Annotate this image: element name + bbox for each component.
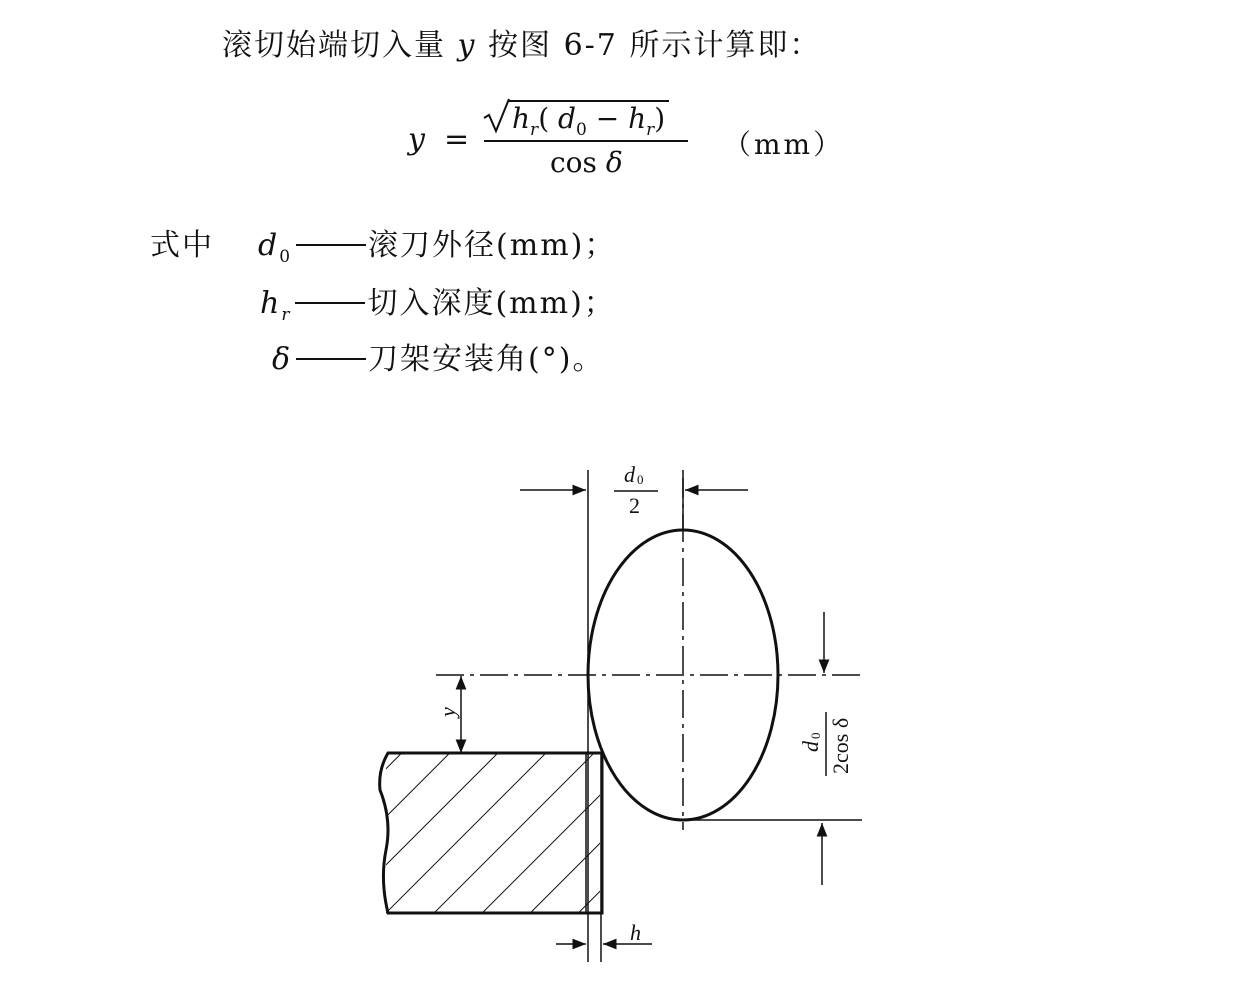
num-d: d (558, 102, 576, 135)
def-symbol: δ (272, 342, 293, 377)
def-subscript: r (281, 305, 292, 325)
formula-equals: = (444, 122, 470, 157)
num-h2: h (628, 102, 647, 135)
def-symbol: h (260, 286, 282, 321)
right-dim-num-sub: 0 (808, 732, 823, 739)
formula-unit: （mm） (723, 128, 845, 161)
def-text: 切入深度(mm)； (367, 286, 616, 321)
intro-part1: 滚切始端切入量 (222, 28, 446, 63)
num-paren-open: ( (538, 102, 550, 135)
def-text: 滚刀外径(mm)； (368, 228, 617, 263)
num-paren-close: ) (654, 102, 666, 135)
workpiece (380, 753, 602, 913)
num-d-sub: 0 (575, 120, 587, 140)
def-symbol: d (258, 228, 280, 263)
num-r1: r (530, 120, 539, 140)
formula-lhs: y (408, 122, 425, 157)
def-subscript: 0 (279, 247, 293, 267)
bottom-dim-label: h (630, 920, 641, 945)
intro-var: y (457, 28, 477, 63)
num-r2: r (646, 120, 655, 140)
right-dim-den: 2cos δ (828, 717, 853, 774)
intro-part2: 按图 6-7 所示计算即： (488, 28, 822, 63)
den-cos: cos (550, 146, 597, 179)
num-minus: − (595, 102, 620, 135)
num-h1: h (512, 102, 531, 135)
where-label: 式中 (150, 228, 214, 263)
den-delta: δ (605, 146, 623, 179)
top-dim-num-sub: 0 (637, 472, 644, 487)
top-dim-num-var: d (624, 462, 635, 487)
dimension-d0-over-2cos (683, 612, 862, 885)
right-dim-num-var: d (798, 741, 823, 752)
top-dim-den: 2 (629, 493, 640, 518)
dimension-h (556, 920, 652, 945)
dimension-d0-over-2 (520, 462, 748, 530)
dimension-y (435, 676, 461, 753)
def-text: 刀架安装角(°)。 (368, 342, 605, 377)
left-dim-label: y (435, 707, 460, 717)
